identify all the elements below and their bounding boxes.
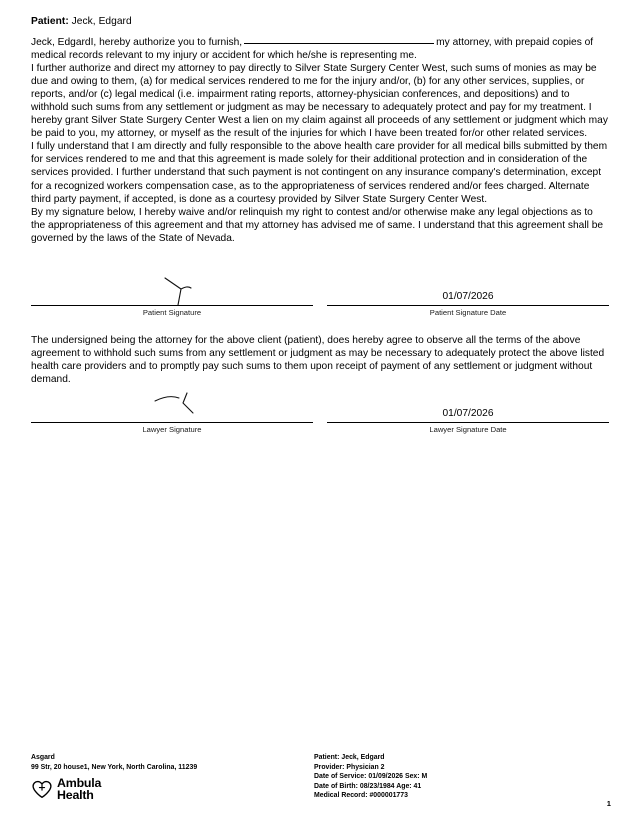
brand-logo (31, 777, 101, 801)
p1-after-blank: my attorney, with prepaid copies of medical records relevant to my injury or accident for which he/she is representing me. (31, 37, 594, 62)
paragraph-attorney-undertaking: The undersigned being the attorney for the above client (patient), does hereby agree to observe all the terms of the above agreement to withhold such sums from any settlement or judgment as may be necessary to adequately protect the above listed health care providers and to promptly pay such sums to them upon receipt of payment of any settlement or judgment without demand. (31, 335, 605, 386)
lawyer-signature-field[interactable] (31, 405, 313, 434)
paragraph-waiver: By my signature below, I hereby waive and/or relinquish my right to contest and/or otherwise make any legal objections as to the appropriateness of this agreement and that my attorney has advised me of same. I understand that this agreement shall be governed by the laws of the State of Nevada. (31, 206, 604, 244)
lawyer-signature-date-caption: Lawyer Signature Date (429, 425, 507, 434)
patient-signature-date-caption: Patient Signature Date (429, 308, 507, 317)
footer-patient: Patient: Jeck, Edgard (314, 754, 385, 761)
patient-signature-date-value: 01/07/2026 (442, 291, 494, 302)
lawyer-signature-caption: Lawyer Signature (142, 425, 202, 434)
footer-date-of-birth: Date of Birth: 08/23/1984 Age: 41 (314, 782, 422, 790)
footer-patient-info (314, 753, 427, 801)
footer-facility-info (31, 753, 197, 772)
patient-signature-field[interactable] (31, 288, 313, 317)
agreement-body (31, 36, 609, 245)
attorney-agreement-body (31, 334, 609, 386)
lawyer-signature-date-value: 01/07/2026 (442, 408, 494, 419)
brand-line-2: Health (57, 788, 94, 803)
footer-medical-record: Medical Record: #000001773 (314, 792, 408, 800)
footer-date-of-service: Date of Service: 01/09/2026 Sex: M (314, 773, 428, 781)
paragraph-authorization (31, 36, 609, 62)
attorney-name-blank[interactable] (244, 43, 434, 44)
page-number: 1 (606, 799, 611, 808)
patient-name: Jeck, Edgard (71, 16, 132, 27)
lawyer-signature-date-field[interactable] (327, 405, 609, 434)
patient-signature-date-field[interactable] (327, 288, 609, 317)
lawyer-signature-value (31, 405, 313, 422)
lawyer-signature-section (31, 405, 609, 434)
patient-signature-value (31, 288, 313, 305)
facility-address: 99 Str, 20 house1, New York, North Carolina, 11239 (31, 763, 198, 771)
heart-cross-icon (31, 779, 53, 799)
footer-provider: Provider: Physician 2 (314, 763, 385, 771)
paragraph-responsibility: I fully understand that I am directly and fully responsible to the above health care provider for all medical bills submitted by them for services rendered to me and that this agreement is made solely for their additional protection and in consideration of the services provided. I further understand that such payment is not contingent on any insurance company's determination, except for a recognized workers compensation case, as to the appropriateness of services rendered and/or fees charged. Alternate third party payment, if accepted, is done as a courtesy provided by Silver State Surgery Center West. (31, 141, 608, 205)
paragraph-lien: I further authorize and direct my attorney to pay directly to Silver State Surgery Center West, such sums of monies as may be due and owing to them, (a) for medical services rendered to me for the injury and/or, (b) for any other services, supplies, or reports, and/or (c) legal medical (i.e. impairment rating reports, attorney-physician conferences, and depositions) and to withhold such sums from any settlement or judgment as may be necessary to adequately protect and pay for my treatment. I hereby grant Silver State Surgery Center West a lien on my claim against all proceeds of any settlement or judgment which may be paid to you, my attorney, or myself as the result of the injuries for which I have been treated for/or other related services. (31, 63, 608, 140)
p1-before-blank: Jeck, EdgardI, hereby authorize you to furnish, (31, 37, 243, 48)
patient-signature-section (31, 288, 609, 317)
brand-name (57, 777, 101, 801)
page-title (31, 16, 132, 27)
facility-name: Asgard (31, 754, 55, 761)
brand-line-1: Ambula (57, 776, 102, 790)
patient-label: Patient: (31, 16, 69, 27)
patient-signature-caption: Patient Signature (142, 308, 202, 317)
